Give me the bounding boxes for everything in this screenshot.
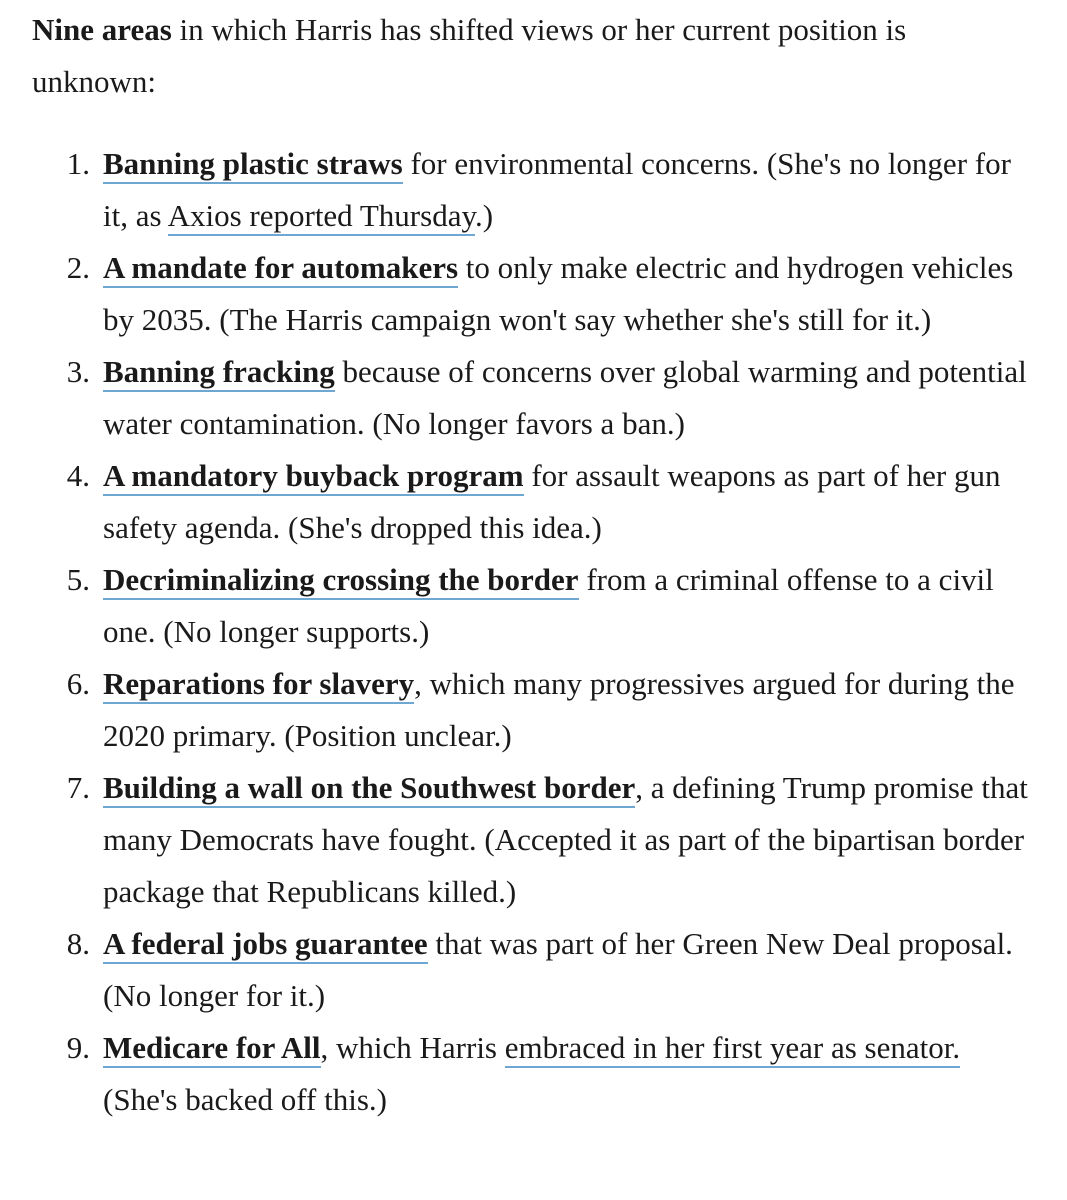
item-text: from a criminal offense to a civil one. (No longer supports.) bbox=[103, 562, 994, 649]
list-number: 9. bbox=[66, 1030, 90, 1065]
item-text: , which Harris bbox=[320, 1030, 505, 1065]
list-number: 8. bbox=[66, 926, 90, 961]
item-text: , a defining Trump promise that many Democrats have fought. (Accepted it as part of the bipartisan border package that Republicans killed.) bbox=[103, 770, 1028, 909]
item-link-plastic-straws[interactable]: Banning plastic straws bbox=[103, 146, 403, 184]
list-item bbox=[32, 450, 1032, 554]
list-number: 4. bbox=[66, 458, 90, 493]
policy-list bbox=[32, 138, 1032, 1126]
list-item bbox=[32, 242, 1032, 346]
item-link-fracking[interactable]: Banning fracking bbox=[103, 354, 335, 392]
item-link-border-wall[interactable]: Building a wall on the Southwest border bbox=[103, 770, 635, 808]
item-text: , which many progressives argued for during the 2020 primary. (Position unclear.) bbox=[103, 666, 1015, 753]
list-item bbox=[32, 658, 1032, 762]
item-text: that was part of her Green New Deal proposal. (No longer for it.) bbox=[103, 926, 1013, 1013]
intro-lead-bold: Nine areas bbox=[32, 12, 172, 47]
list-item bbox=[32, 762, 1032, 918]
list-number: 1. bbox=[66, 146, 90, 181]
item-text: for environmental concerns. (She's no longer for it, as bbox=[103, 146, 1011, 233]
list-number: 2. bbox=[66, 250, 90, 285]
list-item bbox=[32, 346, 1032, 450]
item-text: because of concerns over global warming and potential water contamination. (No longer favors a ban.) bbox=[103, 354, 1027, 441]
item-text: (She's backed off this.) bbox=[103, 1082, 387, 1117]
item-link-jobs-guarantee[interactable]: A federal jobs guarantee bbox=[103, 926, 428, 964]
item-link-reparations[interactable]: Reparations for slavery bbox=[103, 666, 414, 704]
item-link-buyback-program[interactable]: A mandatory buyback program bbox=[103, 458, 524, 496]
list-item bbox=[32, 918, 1032, 1022]
list-number: 5. bbox=[66, 562, 90, 597]
list-number: 7. bbox=[66, 770, 90, 805]
list-item bbox=[32, 138, 1032, 242]
list-item bbox=[32, 1022, 1032, 1126]
item-text: for assault weapons as part of her gun safety agenda. (She's dropped this idea.) bbox=[103, 458, 1001, 545]
item-link-medicare-for-all[interactable]: Medicare for All bbox=[103, 1030, 321, 1068]
list-item bbox=[32, 554, 1032, 658]
intro-text: in which Harris has shifted views or her current position is unknown: bbox=[32, 12, 907, 99]
item-link-automaker-mandate[interactable]: A mandate for automakers bbox=[103, 250, 458, 288]
intro-paragraph bbox=[32, 0, 1032, 108]
item-text: .) bbox=[474, 198, 494, 233]
item-link-border-decriminalizing[interactable]: Decriminalizing crossing the border bbox=[103, 562, 579, 600]
list-number: 3. bbox=[66, 354, 90, 389]
item-link-embraced-first-year[interactable]: embraced in her first year as senator. bbox=[505, 1030, 960, 1068]
item-text: to only make electric and hydrogen vehicles by 2035. (The Harris campaign won't say whether she's still for it.) bbox=[103, 250, 1014, 337]
list-number: 6. bbox=[66, 666, 90, 701]
item-link-axios-report[interactable]: Axios reported Thursday bbox=[168, 198, 475, 236]
